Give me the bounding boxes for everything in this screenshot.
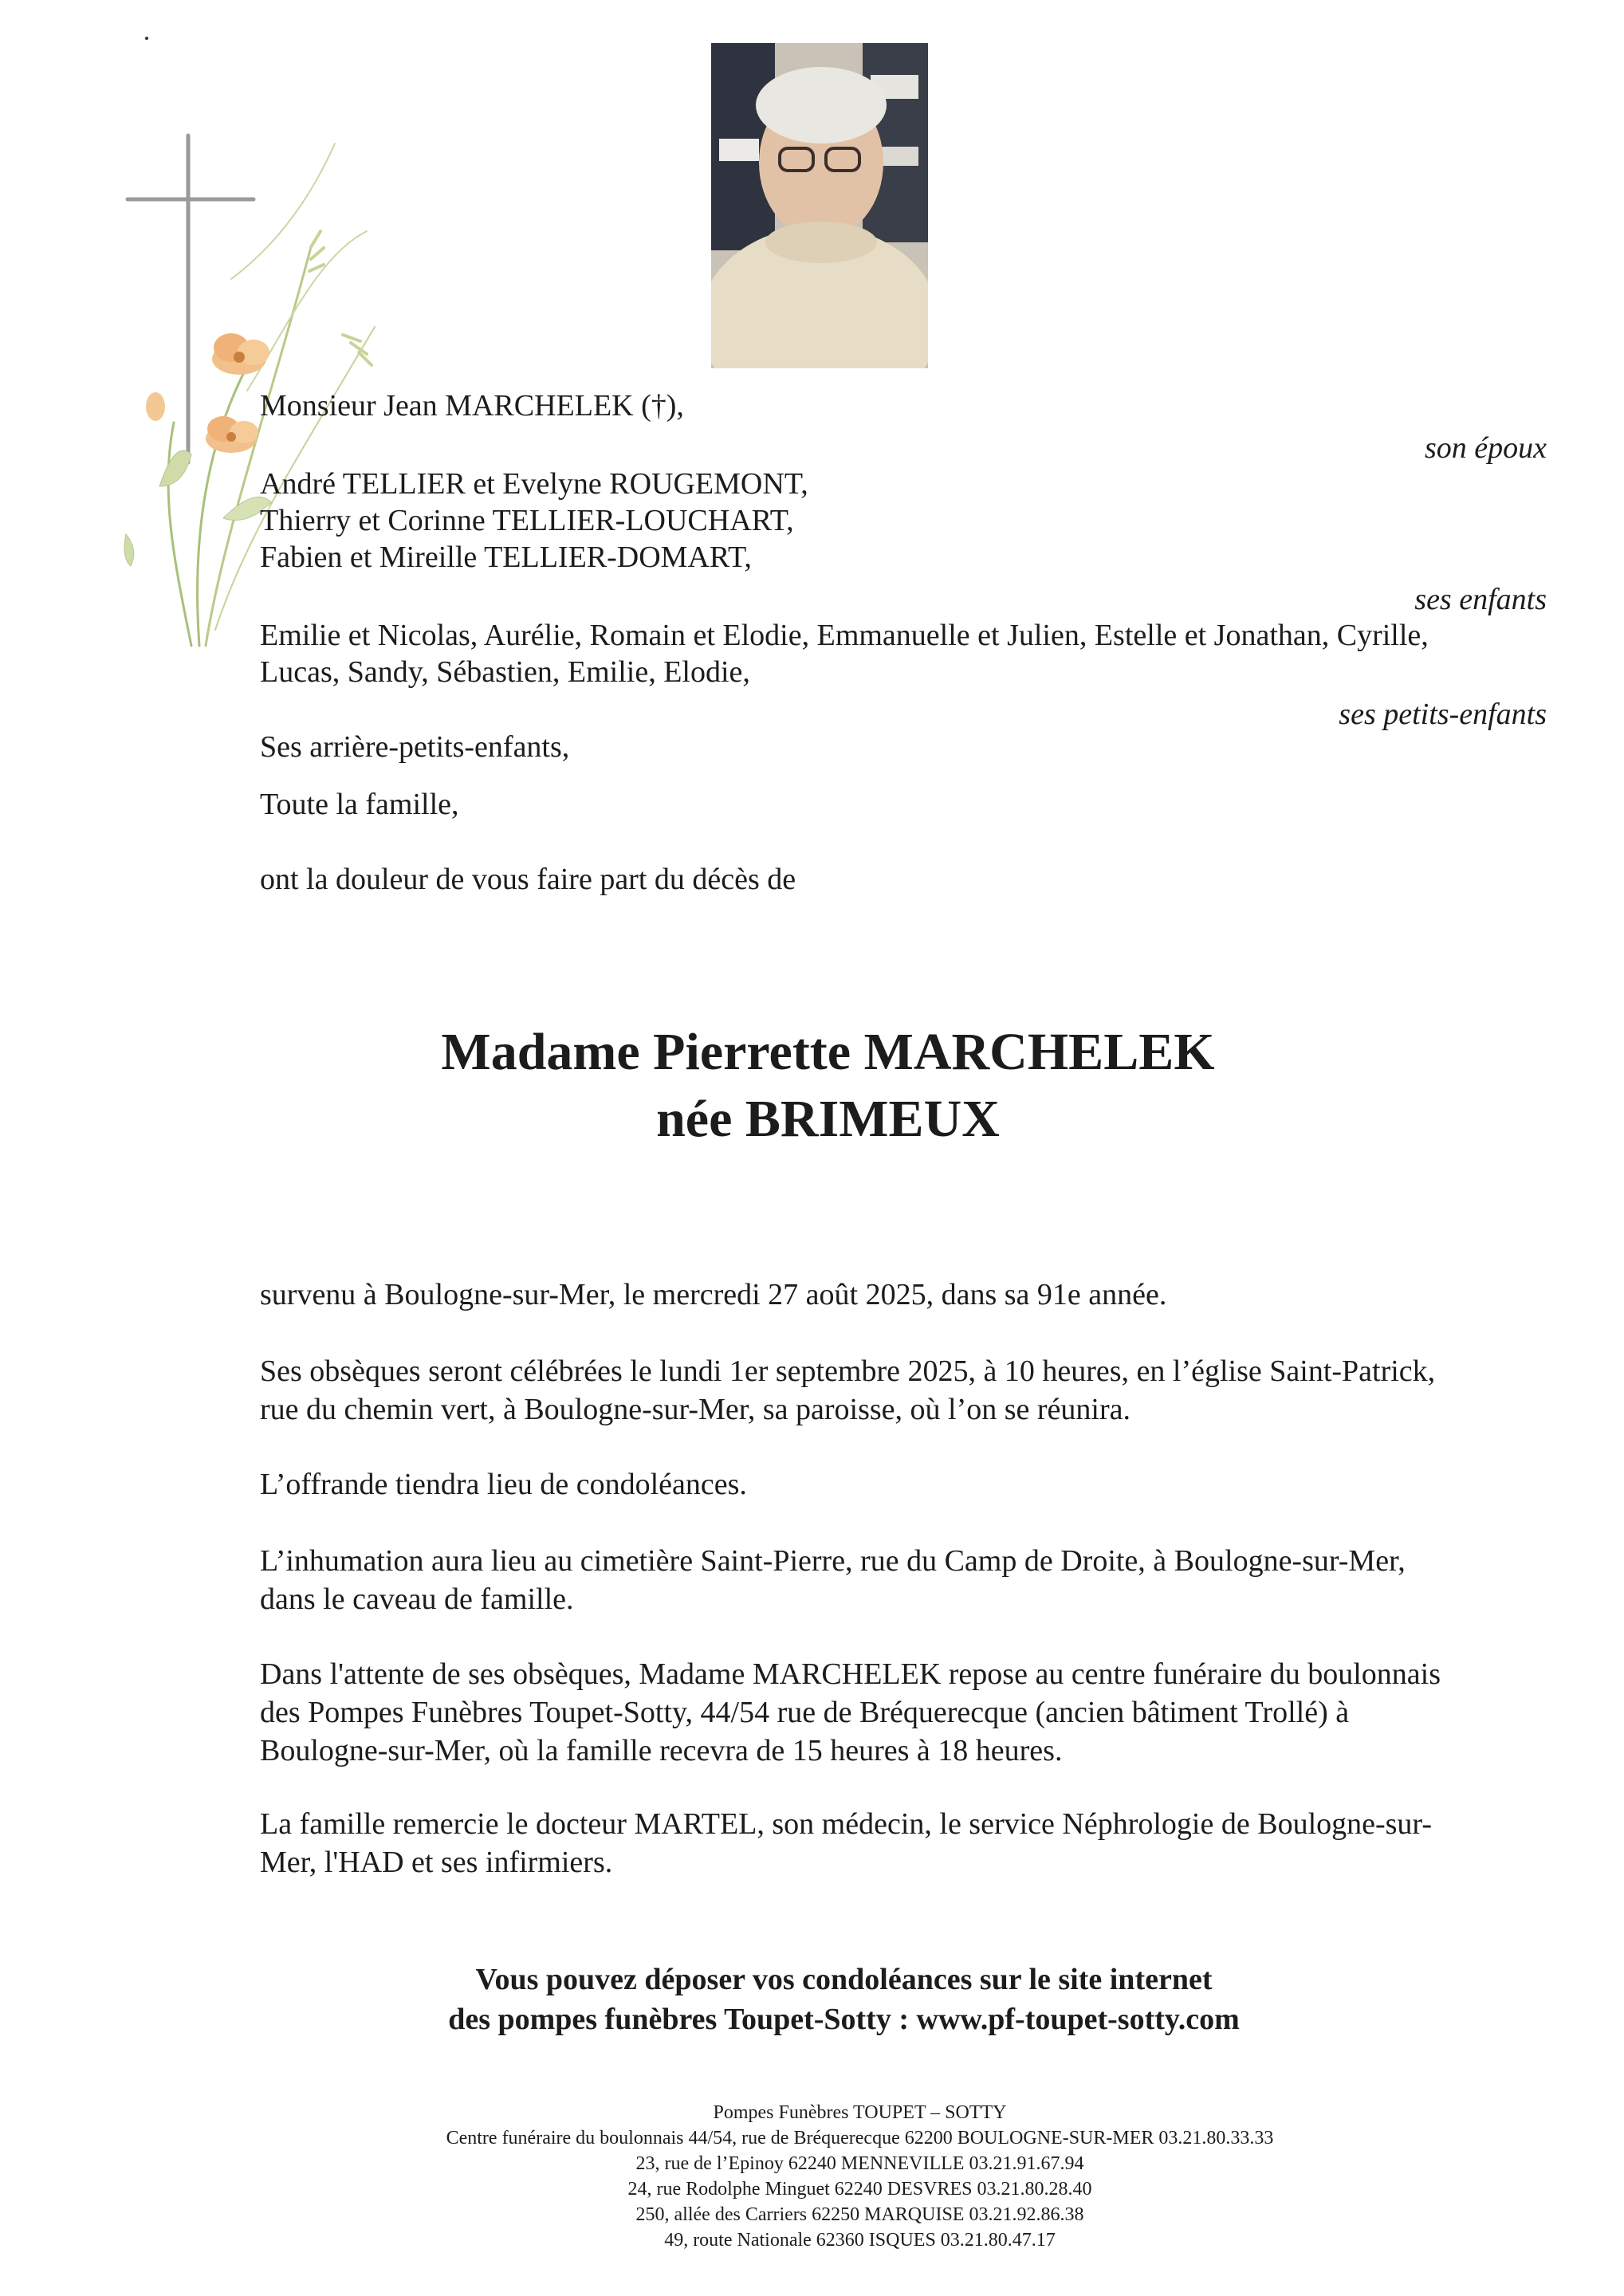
paragraph-line: Ses obsèques seront célébrées le lundi 1er septembre 2025, à 10 heures, en l’église Saint-Patrick, bbox=[260, 1354, 1436, 1388]
paragraph-line: Dans l'attente de ses obsèques, Madame MARCHELEK repose au centre funéraire du boulonnais bbox=[260, 1657, 1441, 1691]
scan-speck bbox=[145, 37, 148, 40]
paragraph-line: L’offrande tiendra lieu de condoléances. bbox=[260, 1468, 747, 1501]
footer-address: 23, rue de l’Epinoy 62240 MENNEVILLE 03.21.91.67.94 bbox=[635, 2153, 1084, 2174]
announcement-line: ont la douleur de vous faire part du décès de bbox=[260, 863, 796, 896]
condolences-block bbox=[0, 1960, 1624, 2039]
death-paragraph bbox=[260, 1276, 1551, 1314]
footer-company: Pompes Funèbres TOUPET – SOTTY bbox=[713, 2102, 1007, 2123]
grandchildren-line: Lucas, Sandy, Sébastien, Emilie, Elodie, bbox=[260, 655, 750, 689]
portrait-photo bbox=[711, 43, 928, 368]
paragraph-line: Mer, l'HAD et ses infirmiers. bbox=[260, 1846, 613, 1879]
paragraph-line: des Pompes Funèbres Toupet-Sotty, 44/54 rue de Bréquerecque (ancien bâtiment Trollé) à bbox=[260, 1696, 1350, 1729]
footer-address: 250, allée des Carriers 62250 MARQUISE 03.21.92.86.38 bbox=[635, 2204, 1084, 2225]
burial-paragraph bbox=[260, 1542, 1551, 1618]
paragraph-line: rue du chemin vert, à Boulogne-sur-Mer, sa paroisse, où l’on se réunira. bbox=[260, 1393, 1131, 1426]
funeral-home-footer bbox=[0, 2100, 1624, 2253]
footer-address: 24, rue Rodolphe Minguet 62240 DESVRES 03.21.80.28.40 bbox=[627, 2179, 1092, 2200]
child-line: Fabien et Mireille TELLIER-DOMART, bbox=[260, 541, 752, 574]
deceased-name: Madame Pierrette MARCHELEK bbox=[441, 1023, 1215, 1081]
footer-address: 49, route Nationale 62360 ISQUES 03.21.80.47.17 bbox=[664, 2230, 1056, 2251]
paragraph-line: Boulogne-sur-Mer, où la famille recevra de 15 heures à 18 heures. bbox=[260, 1734, 1063, 1767]
child-line: André TELLIER et Evelyne ROUGEMONT, bbox=[260, 467, 808, 501]
offering-paragraph bbox=[260, 1465, 1551, 1504]
child-line: Thierry et Corinne TELLIER-LOUCHART, bbox=[260, 504, 794, 537]
paragraph-line: L’inhumation aura lieu au cimetière Saint-Pierre, rue du Camp de Droite, à Boulogne-sur-Mer, bbox=[260, 1544, 1406, 1578]
spouse-name: Monsieur Jean MARCHELEK (†), bbox=[260, 389, 684, 423]
paragraph-line: survenu à Boulogne-sur-Mer, le mercredi 27 août 2025, dans sa 91e année. bbox=[260, 1278, 1167, 1311]
thanks-paragraph bbox=[260, 1805, 1551, 1881]
condolences-website-line[interactable]: des pompes funèbres Toupet-Sotty : www.pf-toupet-sotty.com bbox=[448, 2003, 1240, 2036]
grandchildren-role: ses petits-enfants bbox=[1339, 698, 1547, 731]
deceased-name-block bbox=[0, 1019, 1624, 1153]
great-grandchildren-line: Ses arrière-petits-enfants, bbox=[260, 730, 570, 764]
rest-paragraph bbox=[260, 1655, 1551, 1770]
whole-family-line: Toute la famille, bbox=[260, 788, 459, 821]
children-role: ses enfants bbox=[1414, 583, 1547, 616]
spouse-role: son époux bbox=[1424, 431, 1547, 465]
deceased-maiden-name: née BRIMEUX bbox=[656, 1090, 1000, 1148]
footer-address: Centre funéraire du boulonnais 44/54, rue de Bréquerecque 62200 BOULOGNE-SUR-MER 03.21.80.33.33 bbox=[446, 2128, 1274, 2149]
paragraph-line: dans le caveau de famille. bbox=[260, 1582, 574, 1616]
paragraph-line: La famille remercie le docteur MARTEL, son médecin, le service Néphrologie de Boulogne-sur- bbox=[260, 1807, 1432, 1841]
funeral-paragraph bbox=[260, 1352, 1551, 1429]
condolences-line: Vous pouvez déposer vos condoléances sur le site internet bbox=[475, 1963, 1213, 1996]
grandchildren-line: Emilie et Nicolas, Aurélie, Romain et Elodie, Emmanuelle et Julien, Estelle et Jonathan, Cyrille, bbox=[260, 619, 1429, 652]
